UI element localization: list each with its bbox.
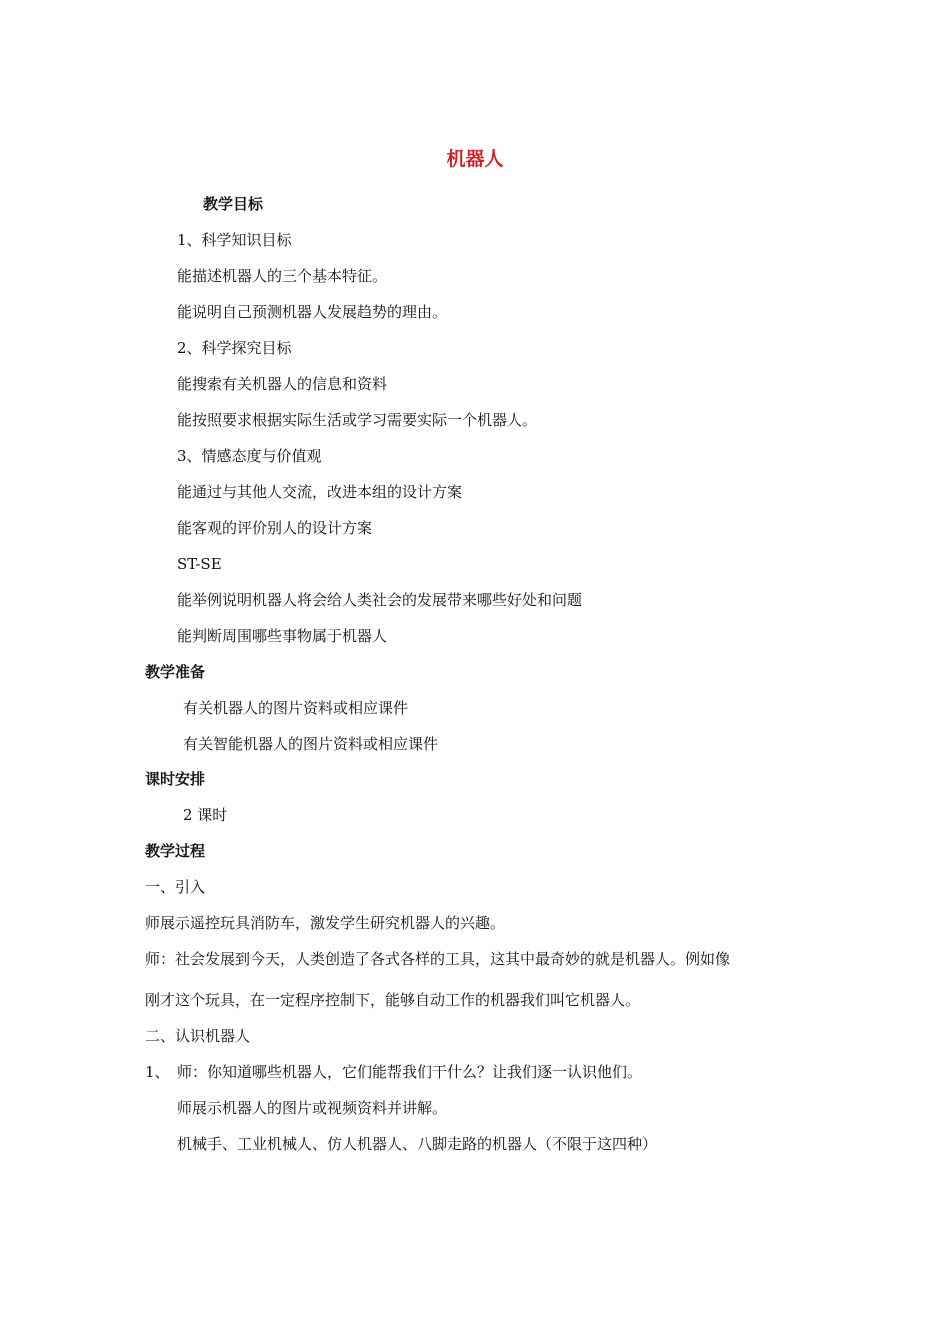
know-heading: 二、认识机器人 <box>145 1027 251 1045</box>
stse-heading: ST-SE <box>177 555 222 573</box>
preparation-heading: 教学准备 <box>145 663 206 681</box>
attitude-item: 能客观的评价别人的设计方案 <box>177 519 373 537</box>
inquiry-heading: 2、科学探究目标 <box>177 339 292 357</box>
intro-paragraph: 师展示遥控玩具消防车，激发学生研究机器人的兴趣。 <box>145 914 506 932</box>
knowledge-heading: 1、科学知识目标 <box>177 231 292 249</box>
process-heading: 教学过程 <box>145 842 206 860</box>
intro-paragraph: 师：社会发展到今天，人类创造了各式各样的工具，这其中最奇妙的就是机器人。例如像 <box>145 950 731 968</box>
stse-item: 能举例说明机器人将会给人类社会的发展带来哪些好处和问题 <box>177 591 583 609</box>
attitude-item: 能通过与其他人交流，改进本组的设计方案 <box>177 483 463 501</box>
stse-item: 能判断周围哪些事物属于机器人 <box>177 627 388 645</box>
knowledge-item: 能说明自己预测机器人发展趋势的理由。 <box>177 303 448 321</box>
inquiry-item: 能按照要求根据实际生活或学习需要实际一个机器人。 <box>177 411 538 429</box>
know-item-number: 1、 <box>145 1063 170 1081</box>
preparation-item: 有关机器人的图片资料或相应课件 <box>183 699 409 717</box>
know-paragraph: 师展示机器人的图片或视频资料并讲解。 <box>177 1099 448 1117</box>
intro-heading: 一、引入 <box>145 878 206 896</box>
intro-paragraph-continued: 刚才这个玩具，在一定程序控制下，能够自动工作的机器我们叫它机器人。 <box>145 991 641 1009</box>
schedule-value: 2 课时 <box>183 806 228 824</box>
objectives-heading: 教学目标 <box>203 195 264 213</box>
know-item-text: 师：你知道哪些机器人，它们能帮我们干什么？让我们逐一认识他们。 <box>177 1063 643 1081</box>
knowledge-item: 能描述机器人的三个基本特征。 <box>177 267 388 285</box>
inquiry-item: 能搜索有关机器人的信息和资料 <box>177 375 388 393</box>
schedule-heading: 课时安排 <box>145 770 206 788</box>
document-title: 机器人 <box>446 148 504 170</box>
know-paragraph: 机械手、工业机械人、仿人机器人、八脚走路的机器人（不限于这四种） <box>177 1135 658 1153</box>
attitude-heading: 3、情感态度与价值观 <box>177 447 322 465</box>
preparation-item: 有关智能机器人的图片资料或相应课件 <box>183 735 439 753</box>
